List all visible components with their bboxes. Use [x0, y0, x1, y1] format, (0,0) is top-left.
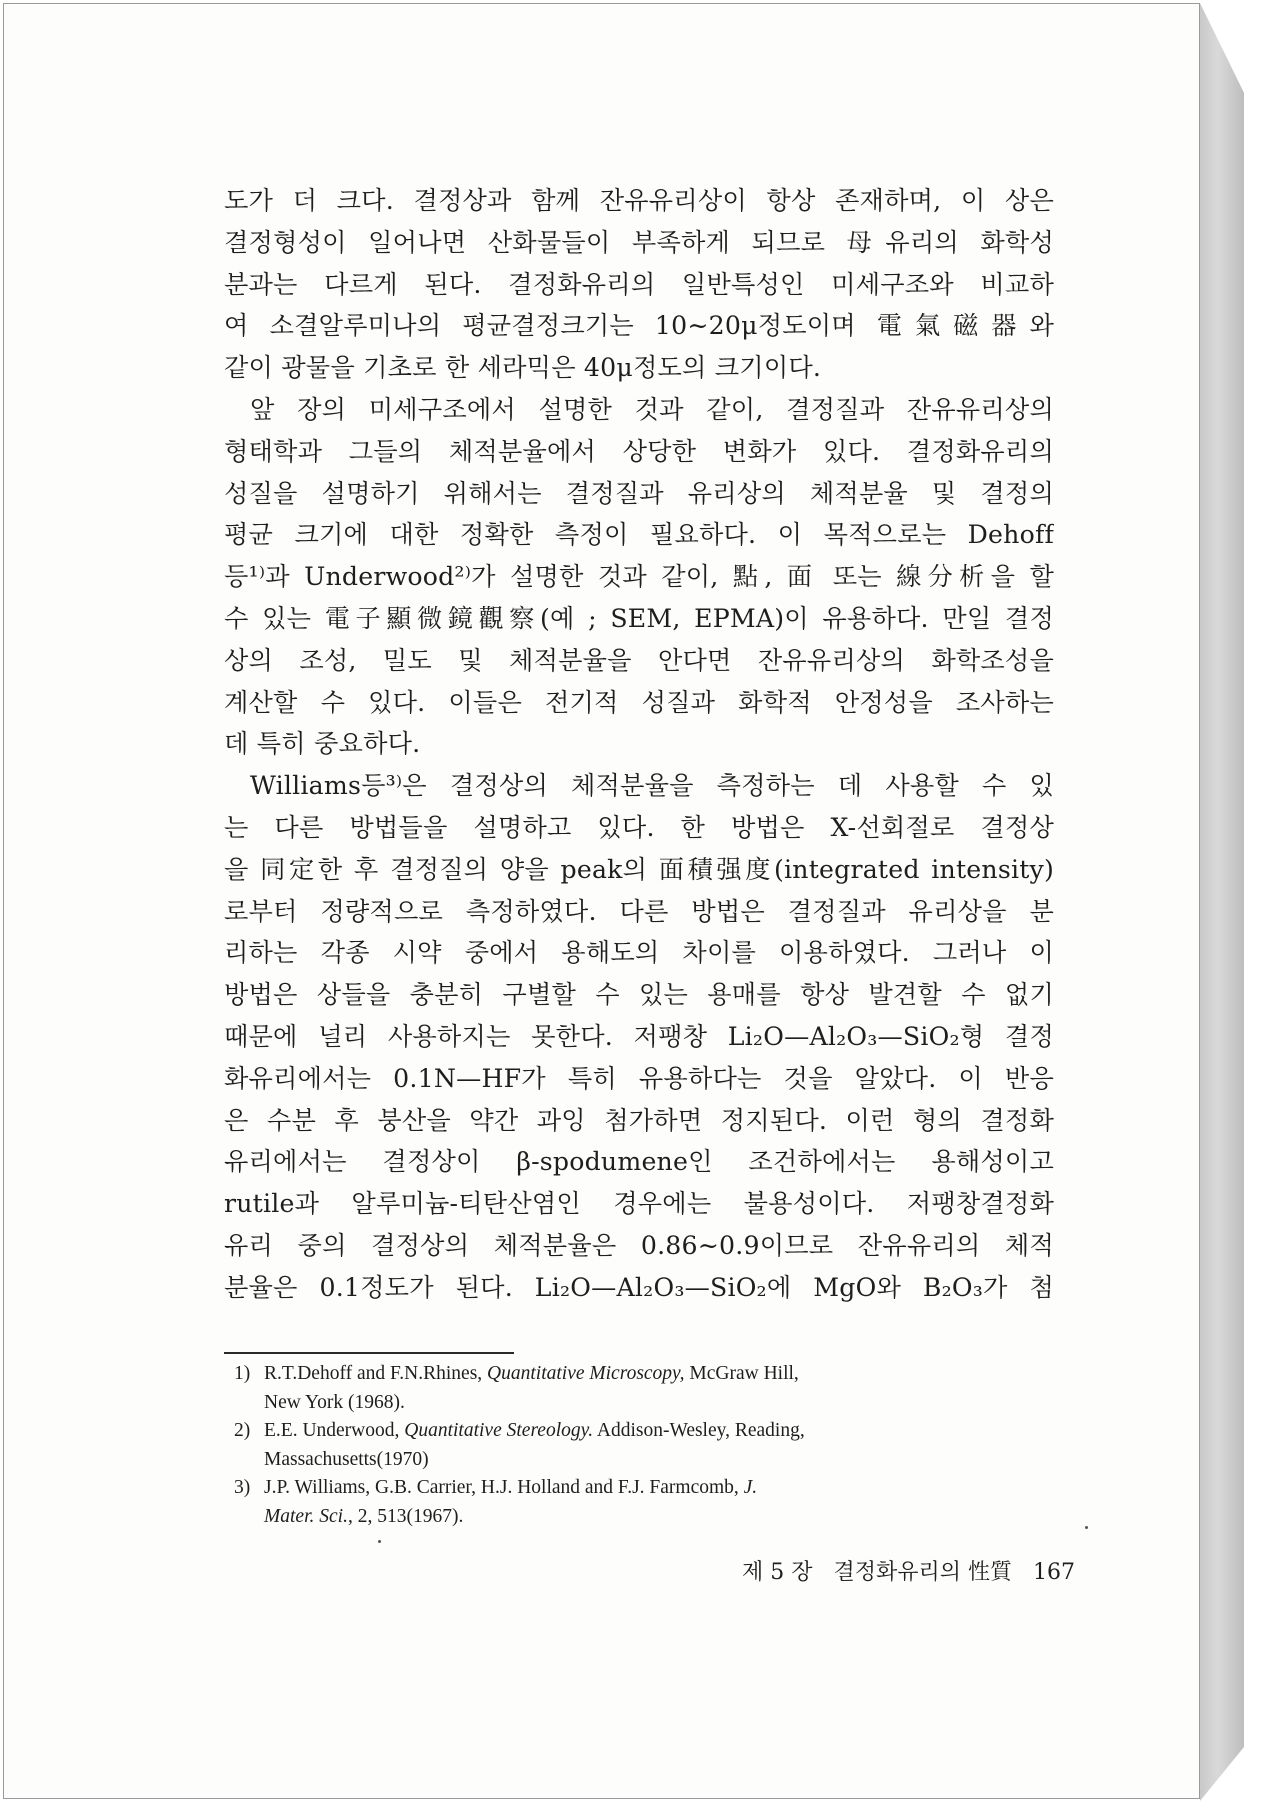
- text-line: 여 소결알루미나의 평균결정크기는 10∼20μ정도이며 電氣磁器와: [224, 311, 1054, 341]
- text-line: 수 있는 電子顯微鏡觀察(예 ; SEM, EPMA)이 유용하다. 만일 결정: [224, 603, 1054, 633]
- text-line: 성질을 설명하기 위해서는 결정질과 유리상의 체적분율 및 결정의: [224, 478, 1054, 508]
- footnote-1: [234, 1360, 1064, 1417]
- text-line: 형태학과 그들의 체적분율에서 상당한 변화가 있다. 결정화유리의: [224, 436, 1054, 466]
- speck: [1085, 1526, 1088, 1529]
- speck: [378, 1540, 381, 1543]
- text-line: 같이 광물을 기초로 한 세라믹은 40μ정도의 크기이다.: [224, 353, 822, 383]
- chapter-label: 제 5 장: [741, 1560, 813, 1585]
- footnote-text: J.P. Williams, G.B. Carrier, H.J. Holland and F.J. Farmcomb,: [264, 1477, 744, 1498]
- text-line: 평균 크기에 대한 정확한 측정이 필요하다. 이 목적으로는 Dehoff: [224, 520, 1054, 550]
- footnote-number: 3): [234, 1477, 251, 1498]
- text-line: rutile과 알루미늄-티탄산염인 경우에는 불용성이다. 저팽창결정화: [224, 1189, 1054, 1219]
- text-line: 리하는 각종 시약 중에서 용해도의 차이를 이용하였다. 그러나 이: [224, 938, 1054, 968]
- text-line: 앞 장의 미세구조에서 설명한 것과 같이, 결정질과 잔유유리상의: [250, 394, 1054, 424]
- footnotes: [234, 1360, 1064, 1531]
- footnote-title: Quantitative Microscopy,: [487, 1363, 685, 1384]
- text-line: 상의 조성, 밀도 및 체적분율을 안다면 잔유유리상의 화학조성을: [224, 645, 1054, 675]
- footnote-number: 1): [234, 1363, 251, 1384]
- running-footer: [0, 1555, 1075, 1586]
- body-text: [224, 180, 1054, 1309]
- text-line: 도가 더 크다. 결정상과 함께 잔유유리상이 항상 존재하며, 이 상은: [224, 186, 1054, 215]
- footnote-text: R.T.Dehoff and F.N.Rhines,: [264, 1363, 488, 1384]
- footnote-title: J.: [743, 1477, 758, 1498]
- footnote-number: 2): [234, 1420, 251, 1441]
- text-line: 을 同定한 후 결정질의 양을 peak의 面積强度(integrated intensity): [224, 854, 1054, 884]
- text-line: 유리 중의 결정상의 체적분율은 0.86∼0.9이므로 잔유유리의 체적: [224, 1230, 1054, 1260]
- text-line: 계산할 수 있다. 이들은 전기적 성질과 화학적 안정성을 조사하는: [224, 687, 1054, 717]
- footnote-title: Quantitative Stereology.: [404, 1420, 594, 1441]
- text-line: 결정형성이 일어나면 산화물들이 부족하게 되므로 母유리의 화학성: [224, 227, 1054, 257]
- text-line: 등¹⁾과 Underwood²⁾가 설명한 것과 같이, 點, 面 또는 線分析을 할: [224, 562, 1054, 592]
- text-line: 로부터 정량적으로 측정하였다. 다른 방법은 결정질과 유리상을 분: [224, 896, 1054, 926]
- footnote-text: New York (1968).: [264, 1391, 405, 1413]
- text-line: Williams등³⁾은 결정상의 체적분율을 측정하는 데 사용할 수 있: [250, 771, 1054, 801]
- text-line: 유리에서는 결정상이 β-spodumene인 조건하에서는 용해성이고: [224, 1147, 1054, 1177]
- text-line: 분율은 0.1정도가 된다. Li₂O—Al₂O₃—SiO₂에 MgO와 B₂O₃가 첨: [224, 1272, 1054, 1302]
- text-line: 화유리에서는 0.1N—HF가 특히 유용하다는 것을 알았다. 이 반응: [224, 1063, 1054, 1093]
- page-edge-shadow: [1200, 3, 1244, 1801]
- footnote-divider: [224, 1352, 514, 1354]
- footnote-text: , 2, 513(1967).: [347, 1505, 464, 1527]
- footnote-3: [234, 1474, 1064, 1531]
- text-line: 때문에 널리 사용하지는 못한다. 저팽창 Li₂O—Al₂O₃—SiO₂형 결정: [224, 1021, 1054, 1051]
- text-line: 데 특히 중요하다.: [224, 729, 421, 759]
- text-line: 방법은 상들을 충분히 구별할 수 있는 용매를 항상 발견할 수 없기: [224, 980, 1054, 1010]
- footnote-title: Mater. Sci.: [264, 1505, 348, 1527]
- footnote-text: Addison-Wesley, Reading,: [593, 1420, 805, 1441]
- text-line: 분과는 다르게 된다. 결정화유리의 일반특성인 미세구조와 비교하: [224, 269, 1054, 299]
- chapter-title: 결정화유리의 性質: [833, 1560, 1012, 1585]
- footnote-text: E.E. Underwood,: [264, 1420, 405, 1441]
- footnote-text: Massachusetts(1970): [264, 1448, 429, 1470]
- footnote-text: McGraw Hill,: [684, 1363, 799, 1384]
- footnote-2: [234, 1417, 1064, 1474]
- text-line: 은 수분 후 붕산을 약간 과잉 첨가하면 정지된다. 이런 형의 결정화: [224, 1105, 1054, 1135]
- text-line: 는 다른 방법들을 설명하고 있다. 한 방법은 X-선회절로 결정상: [224, 812, 1054, 842]
- page-number: 167: [1033, 1560, 1075, 1585]
